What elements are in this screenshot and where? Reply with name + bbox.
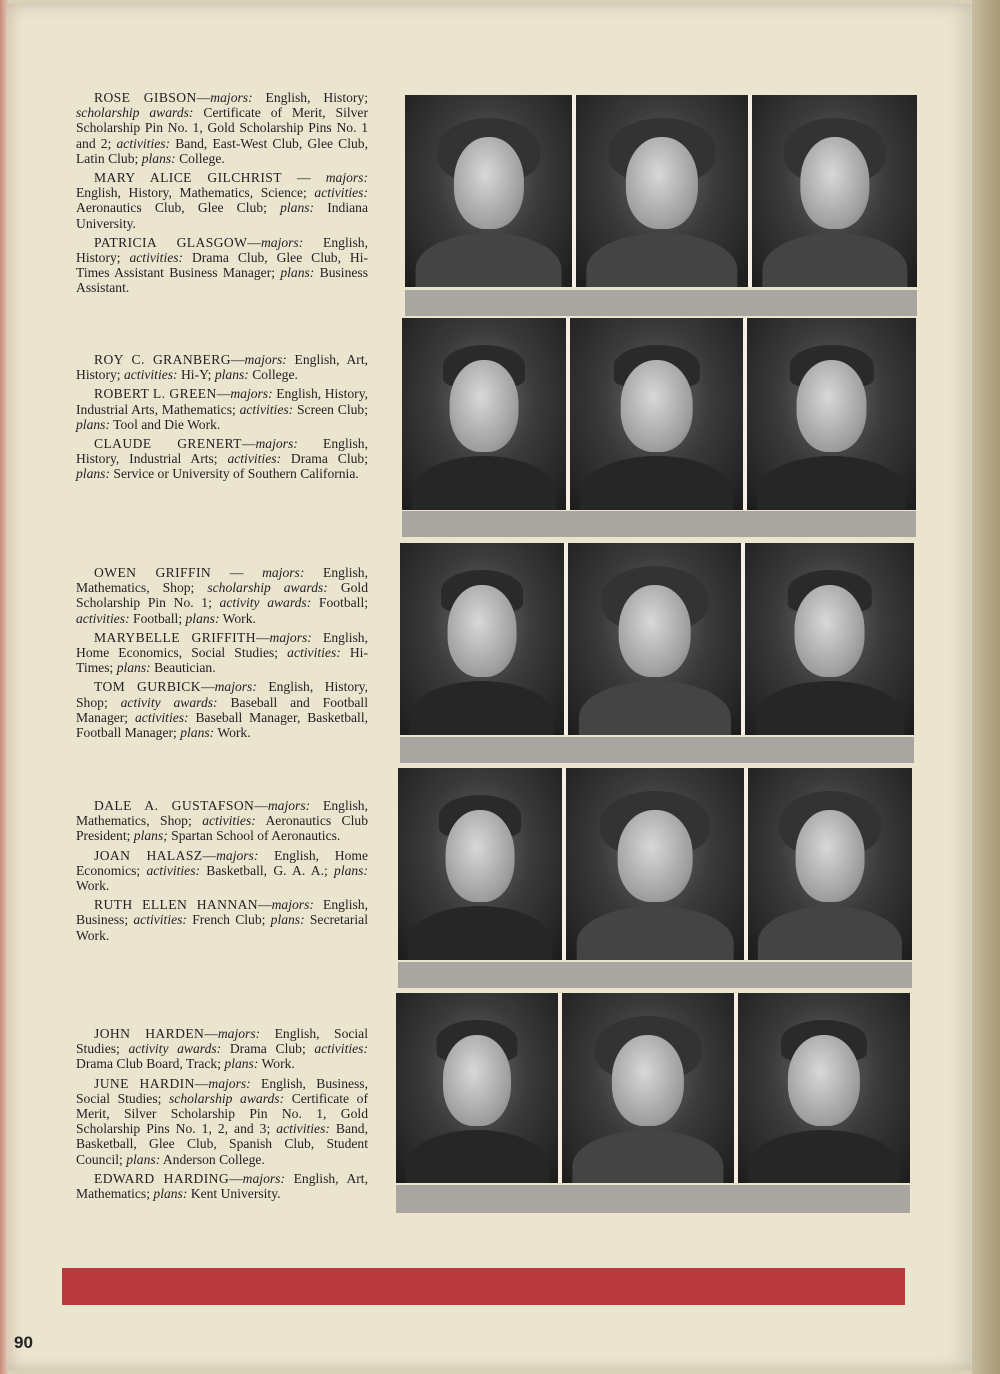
field-value: — <box>211 565 263 580</box>
field-value: Service or University of Southern California. <box>109 466 359 482</box>
field-value: English, History, Shop; <box>76 679 368 710</box>
field-value: English, History, Industrial Arts, Mathematics; <box>76 386 369 417</box>
portrait-photo <box>752 95 917 287</box>
field-value: English, History; <box>252 90 368 105</box>
entry-group-3 <box>76 565 368 744</box>
field-value: Hi-Y; <box>177 367 215 383</box>
field-value: Anderson College. <box>160 1151 265 1167</box>
field-label: scholarship awards: <box>76 105 194 121</box>
field-value: Screen Club; <box>293 401 369 417</box>
field-value: — <box>241 436 256 452</box>
field-value: Drama Club; <box>281 451 369 467</box>
field-value: Football; <box>129 610 186 626</box>
field-value: Drama Club; <box>221 1041 315 1057</box>
field-value: English, Business; <box>76 897 368 928</box>
field-label: majors: <box>267 798 311 813</box>
portrait-photo <box>398 768 562 960</box>
student-name: MARY ALICE GILCHRIST <box>94 170 282 186</box>
field-value: Work. <box>76 878 110 894</box>
field-label: plans: <box>270 912 305 928</box>
field-value: English, Social Studies; <box>76 1026 368 1057</box>
field-label: plans; <box>133 828 168 844</box>
photo-caption-bar <box>398 962 912 988</box>
field-value: Band, East-West Club, Glee Club, Latin Club; <box>76 135 368 166</box>
portrait-photo <box>405 95 572 287</box>
field-value: Business Assistant. <box>76 265 368 296</box>
portrait-photo <box>566 768 744 960</box>
photo-caption-bar <box>402 511 916 537</box>
student-entry <box>76 897 368 943</box>
entry-group-2 <box>76 352 368 486</box>
field-label: plans: <box>185 610 220 626</box>
field-label: activities: <box>129 250 184 266</box>
field-value: Work. <box>214 725 251 741</box>
field-label: plans: <box>126 1151 161 1167</box>
field-value: — <box>230 352 245 367</box>
field-label: activities: <box>123 367 178 383</box>
field-value: — <box>229 1170 243 1186</box>
photo-row-1 <box>405 95 917 287</box>
field-value: — <box>200 679 215 695</box>
field-label: activities: <box>287 645 341 661</box>
portrait-photo <box>576 95 748 287</box>
field-value: English, Mathematics, Shop; <box>76 565 368 596</box>
field-value: College. <box>248 367 298 383</box>
field-value: English, History, Industrial Arts; <box>76 436 368 467</box>
student-name: MARYBELLE GRIFFITH <box>94 629 256 645</box>
field-value: — <box>255 629 270 645</box>
portrait-photo <box>738 993 910 1183</box>
photo-row-5 <box>396 993 910 1183</box>
field-value: English, History, Mathematics, Science; <box>76 185 315 201</box>
field-label: majors: <box>214 679 257 695</box>
field-value: English, Art, History; <box>76 352 368 383</box>
field-value: Hi-Times; <box>76 645 368 676</box>
student-name: EDWARD HARDING <box>94 1170 230 1186</box>
field-value: Aeronautics Club, Glee Club; <box>76 200 281 216</box>
field-value: — <box>194 1075 209 1091</box>
field-value: English, Business, Social Studies; <box>76 1075 368 1106</box>
portrait-photo <box>747 318 916 510</box>
student-entry <box>76 436 368 482</box>
portrait-photo <box>396 993 558 1183</box>
student-entry <box>76 1171 368 1201</box>
field-label: plans: <box>280 265 315 281</box>
field-label: majors: <box>262 565 305 580</box>
field-label: majors: <box>242 1170 285 1186</box>
portrait-photo <box>748 768 912 960</box>
field-label: plans: <box>116 660 151 676</box>
field-value: College. <box>175 150 225 166</box>
field-label: activities: <box>76 610 130 626</box>
student-entry <box>76 848 368 894</box>
field-value: — <box>258 897 272 913</box>
field-value: Tool and Die Work. <box>109 416 221 432</box>
student-entry <box>76 565 368 626</box>
student-entry <box>76 90 368 166</box>
field-value: Aeronautics Club President; <box>76 813 368 844</box>
field-value: Football; <box>311 595 368 611</box>
field-label: scholarship awards: <box>207 580 328 596</box>
student-entry <box>76 1076 368 1167</box>
portrait-photo <box>562 993 734 1183</box>
portrait-photo <box>570 318 743 510</box>
portrait-photo <box>568 543 741 735</box>
entry-group-4 <box>76 798 368 947</box>
field-label: majors: <box>244 352 287 367</box>
field-label: majors: <box>260 234 304 250</box>
portrait-photo <box>745 543 914 735</box>
field-value: Drama Club, Glee Club, Hi-Times Assistant Business Manager; <box>76 250 368 281</box>
field-label: activities: <box>314 1041 368 1057</box>
field-value: Baseball and Football Manager; <box>76 694 368 725</box>
student-name: JUNE HARDIN <box>94 1075 195 1091</box>
field-value: Basketball, G. A. A.; <box>200 862 335 878</box>
field-value: English, Home Economics, Social Studies; <box>76 629 368 661</box>
field-label: majors: <box>271 897 314 913</box>
field-value: Certificate of Merit, Silver Scholarship Pin No. 1, Gold Scholarship Pins No. 1 and 2; <box>76 105 368 151</box>
photo-caption-bar <box>400 737 914 763</box>
student-name: ROBERT L. GREEN <box>94 386 217 402</box>
field-value: English, Art, Mathematics; <box>76 1170 368 1202</box>
field-value: — <box>216 386 231 402</box>
student-name: OWEN GRIFFIN <box>94 565 212 580</box>
field-label: activities: <box>239 401 294 417</box>
student-name: CLAUDE GRENERT <box>94 436 242 452</box>
field-value: Kent University. <box>187 1186 281 1202</box>
field-value: Work. <box>258 1056 295 1072</box>
field-label: plans: <box>153 1186 188 1202</box>
entry-group-5 <box>76 1026 368 1205</box>
field-value: Beautician. <box>150 660 216 676</box>
student-entry <box>76 1026 368 1072</box>
field-label: activities: <box>202 813 256 829</box>
field-label: activities: <box>276 1121 330 1137</box>
field-value: Indiana University. <box>76 200 368 231</box>
field-value: Spartan School of Aeronautics. <box>167 828 341 844</box>
field-value: English, History; <box>76 234 368 266</box>
field-label: activities: <box>134 709 189 725</box>
field-label: plans: <box>76 416 110 432</box>
red-footer-band <box>62 1268 905 1305</box>
field-value: Baseball Manager, Basketball, Football Manager; <box>76 709 369 741</box>
student-name: JOAN HALASZ <box>94 847 203 863</box>
student-entry <box>76 170 368 231</box>
field-label: majors: <box>255 436 298 452</box>
entry-group-1 <box>76 90 368 300</box>
field-label: majors: <box>269 629 312 645</box>
student-name: JOHN HARDEN <box>94 1026 205 1041</box>
student-entry <box>76 386 368 432</box>
field-label: majors: <box>210 90 253 105</box>
field-label: majors: <box>208 1075 251 1091</box>
field-label: activities: <box>133 912 187 928</box>
field-value: Secretarial Work. <box>76 912 368 943</box>
page-number: 90 <box>14 1333 33 1352</box>
field-value: — <box>204 1026 218 1041</box>
field-label: activity awards: <box>128 1041 222 1057</box>
field-label: activities: <box>314 185 368 201</box>
field-value: English, Home Economics; <box>76 847 368 878</box>
field-label: activities: <box>227 451 282 467</box>
field-value: — <box>202 847 217 863</box>
photo-row-4 <box>398 768 912 960</box>
student-name: ROSE GIBSON <box>94 90 197 105</box>
portrait-photo <box>402 318 566 510</box>
field-label: plans: <box>280 200 315 216</box>
field-value: Certificate of Merit, Silver Scholarship Pin No. 1, Gold Scholarship Pins No. 1, 2, and 3; <box>76 1090 368 1137</box>
field-value: Work. <box>219 610 256 626</box>
field-label: activities: <box>146 862 201 878</box>
field-label: majors: <box>217 1026 261 1041</box>
field-label: plans: <box>180 725 215 741</box>
field-value: French Club; <box>186 912 271 928</box>
student-entry <box>76 235 368 296</box>
field-label: plans: <box>141 150 176 166</box>
student-name: TOM GURBICK <box>94 679 201 695</box>
field-value: — <box>196 90 211 105</box>
field-value: Gold Scholarship Pin No. 1; <box>76 580 369 611</box>
field-label: plans: <box>214 367 249 383</box>
photo-caption-bar <box>405 290 917 316</box>
field-value: — <box>247 234 261 250</box>
student-name: PATRICIA GLASGOW <box>94 234 248 250</box>
photo-caption-bar <box>396 1185 910 1213</box>
field-label: activity awards: <box>120 694 218 710</box>
student-entry <box>76 352 368 382</box>
student-entry <box>76 798 368 844</box>
field-label: activities: <box>116 135 171 151</box>
field-label: scholarship awards: <box>169 1090 285 1106</box>
portrait-photo <box>400 543 564 735</box>
student-entry <box>76 679 368 740</box>
student-name: ROY C. GRANBERG <box>94 352 231 367</box>
field-label: plans: <box>224 1056 259 1072</box>
book-gutter <box>972 0 1000 1374</box>
field-value: Drama Club Board, Track; <box>76 1056 225 1072</box>
field-label: majors: <box>230 386 273 402</box>
photo-row-2 <box>402 318 916 510</box>
field-value: Band, Basketball, Glee Club, Spanish Club, Student Council; <box>76 1121 368 1167</box>
field-value: — <box>281 170 326 186</box>
student-entry <box>76 630 368 676</box>
field-label: activity awards: <box>219 595 312 611</box>
student-name: DALE A. GUSTAFSON <box>94 798 255 813</box>
field-label: majors: <box>325 170 368 186</box>
photo-row-3 <box>400 543 914 735</box>
field-label: majors: <box>216 847 259 863</box>
field-value: — <box>254 798 268 813</box>
field-label: plans: <box>334 862 368 878</box>
student-name: RUTH ELLEN HANNAN <box>94 897 259 913</box>
field-label: plans: <box>76 466 110 482</box>
field-value: English, Mathematics, Shop; <box>76 798 368 829</box>
